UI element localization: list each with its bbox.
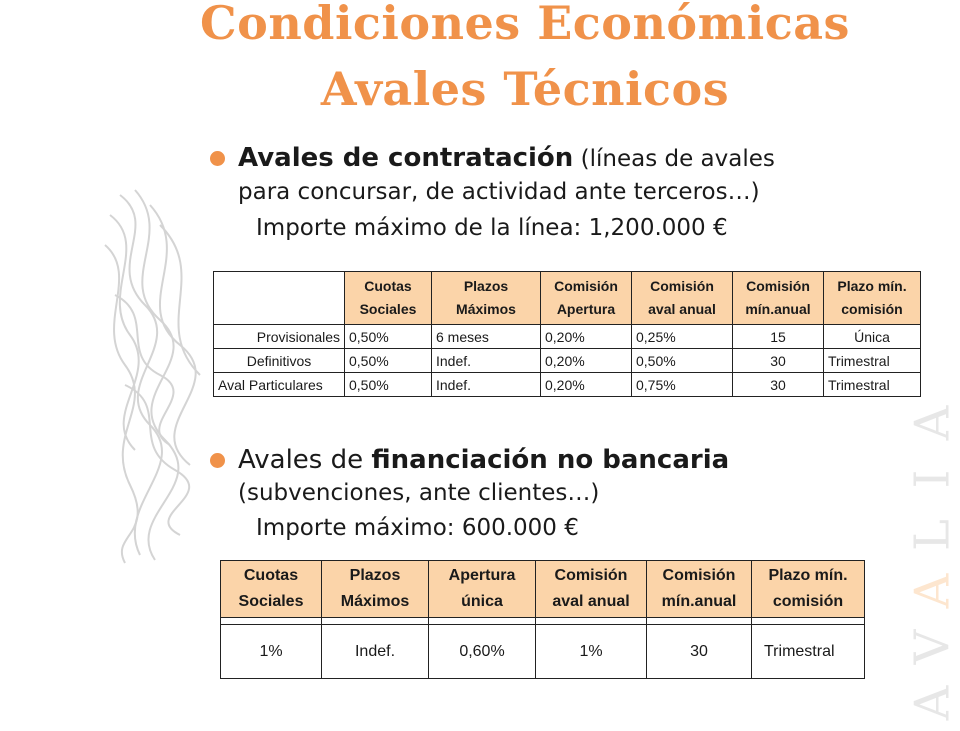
max-amount-line: Importe máximo: 600.000 € <box>256 515 579 541</box>
table-cell: Trimestral <box>752 625 865 679</box>
table-row <box>214 373 921 397</box>
table-cell: 0,50% <box>632 349 733 373</box>
table-cell: 0,20% <box>541 349 632 373</box>
table-header-row <box>214 272 921 325</box>
table-cell: 30 <box>733 373 824 397</box>
brand-letter: A <box>905 396 960 451</box>
table-cell: Trimestral <box>824 349 921 373</box>
table-corner-cell <box>214 272 345 325</box>
bullet-financiacion <box>210 444 900 509</box>
table-cell: 30 <box>647 625 752 679</box>
bullet-title: financiación no bancaria <box>371 445 729 475</box>
brand-letter: I <box>905 452 960 507</box>
title-line-2: Avales Técnicos <box>0 62 960 116</box>
row-label: Aval Particulares <box>214 373 345 397</box>
table-header-cell: Cuotas Sociales <box>345 272 432 325</box>
table-cell: Indef. <box>432 373 541 397</box>
bullet-dot-icon <box>210 453 225 468</box>
table-cell: 6 meses <box>432 325 541 349</box>
max-amount-line: Importe máximo de la línea: 1,200.000 € <box>256 215 728 241</box>
table-header-cell: Comisión aval anual <box>536 561 647 618</box>
table-cell: 15 <box>733 325 824 349</box>
table-cell: 0,75% <box>632 373 733 397</box>
table-header-cell: Comisión mín.anual <box>647 561 752 618</box>
brand-letter: A <box>905 564 960 619</box>
table-cell: 1% <box>221 625 322 679</box>
table-header-cell: Apertura única <box>429 561 536 618</box>
row-label: Provisionales <box>214 325 345 349</box>
table-cell: 0,20% <box>541 325 632 349</box>
table-cell: 30 <box>733 349 824 373</box>
table-header-cell: Plazo mín. comisión <box>752 561 865 618</box>
bullet-description: (subvenciones, ante clientes…) <box>238 480 599 506</box>
table-cell: 0,50% <box>345 349 432 373</box>
table-financiacion <box>220 560 865 679</box>
table-cell: Única <box>824 325 921 349</box>
brand-letter: A <box>905 676 960 731</box>
bullet-contratacion <box>210 142 900 208</box>
table-cell: Trimestral <box>824 373 921 397</box>
bullet-title: Avales de contratación <box>238 143 573 173</box>
table-contratacion <box>213 271 921 397</box>
bullet-description: para concursar, de actividad ante terceros…) <box>238 179 760 205</box>
bullet-dot-icon <box>210 151 225 166</box>
brand-letter: V <box>905 620 960 675</box>
row-label: Definitivos <box>214 349 345 373</box>
table-cell: Indef. <box>432 349 541 373</box>
table-cell: 0,20% <box>541 373 632 397</box>
table-cell: 0,50% <box>345 373 432 397</box>
table-row <box>214 325 921 349</box>
table-header-cell: Comisión mín.anual <box>733 272 824 325</box>
table-header-cell: Comisión Apertura <box>541 272 632 325</box>
bullet-description: (líneas de avales <box>573 146 775 172</box>
title-line-1: Condiciones Económicas <box>0 0 960 50</box>
table-header-cell: Plazos Máximos <box>432 272 541 325</box>
table-header-cell: Plazo mín. comisión <box>824 272 921 325</box>
table-spacer-row <box>221 618 865 625</box>
bullet-prefix: Avales de <box>238 445 371 475</box>
table-header-cell: Cuotas Sociales <box>221 561 322 618</box>
table-cell: 1% <box>536 625 647 679</box>
table-cell: 0,60% <box>429 625 536 679</box>
brand-letter: L <box>905 508 960 563</box>
decorative-scribble <box>100 185 220 565</box>
table-cell: 0,25% <box>632 325 733 349</box>
table-row <box>221 625 865 679</box>
table-header-cell: Comisión aval anual <box>632 272 733 325</box>
table-row <box>214 349 921 373</box>
table-cell: Indef. <box>322 625 429 679</box>
table-cell: 0,50% <box>345 325 432 349</box>
brand-watermark <box>905 395 960 731</box>
table-header-cell: Plazos Máximos <box>322 561 429 618</box>
table-header-row <box>221 561 865 618</box>
